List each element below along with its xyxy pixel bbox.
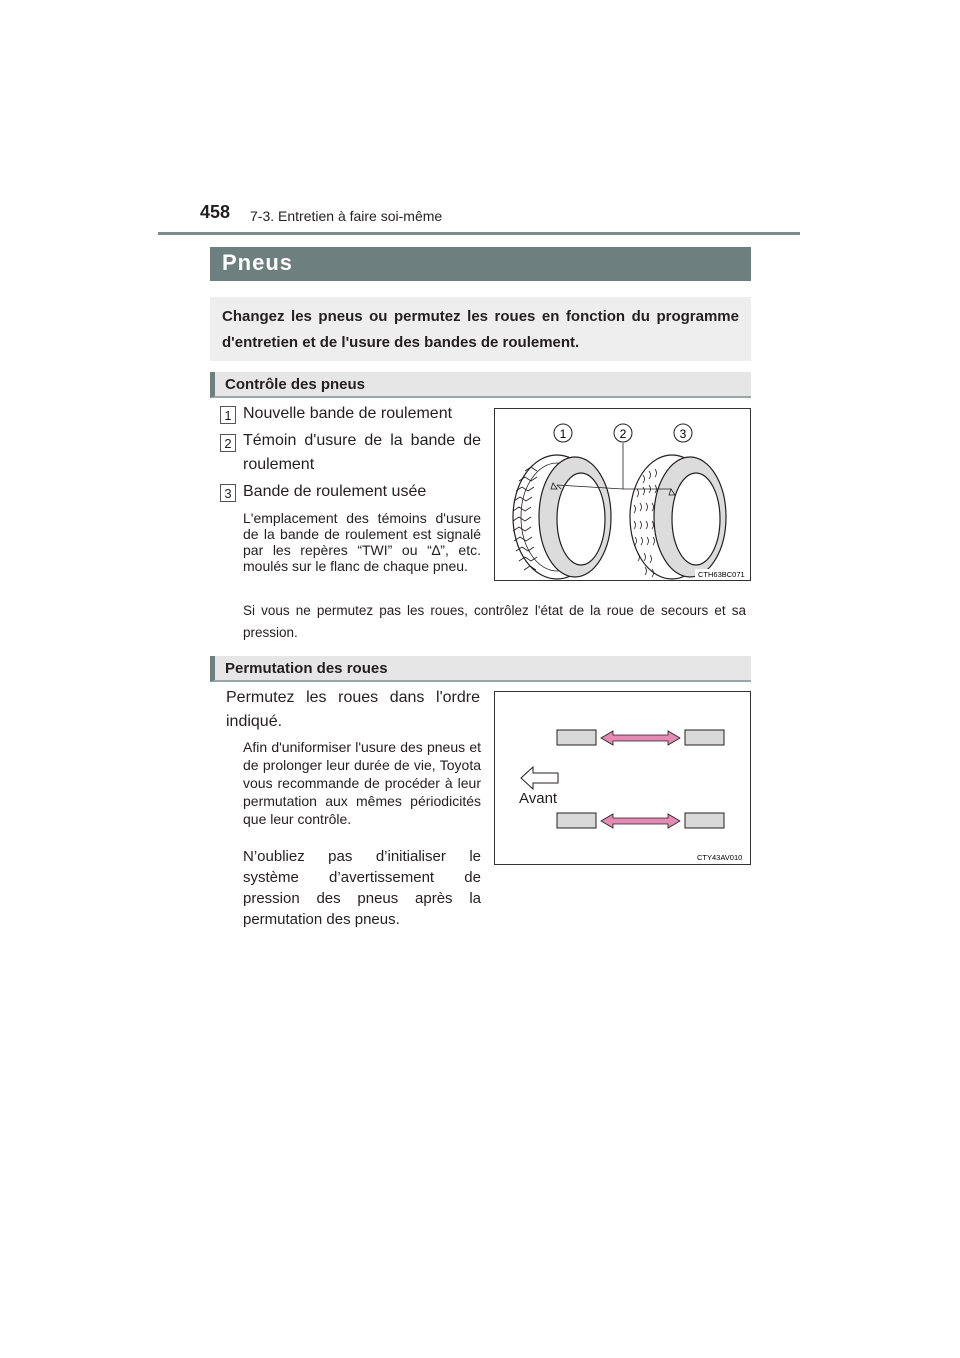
tire-tread-illustration <box>495 409 750 580</box>
rotation-figure <box>494 691 751 865</box>
intro-text: Changez les pneus ou permutez les roues en fonction du programme d'entretien et de l'usure des bandes de roulement. <box>210 297 751 361</box>
new-tire-graphic <box>513 455 611 579</box>
rear-right-wheel <box>685 813 724 828</box>
page-number: 458 <box>200 202 231 222</box>
page-title-bar <box>210 247 751 281</box>
section-heading-tire-check <box>210 372 751 398</box>
rotation-diagram <box>495 692 750 864</box>
rotation-lead: Permutez les roues dans l'ordre indiqué. <box>226 689 480 730</box>
rotation-detail: Afin d'uniformiser l'usure des pneus et de prolonger leur durée de vie, Toyota vous recommande de procéder à leur permutation aux mêmes périodicités que leur contrôle. <box>243 739 481 827</box>
item-text-new-tread: Nouvelle bande de roulement <box>243 405 453 422</box>
item-number-2: 2 <box>220 434 236 452</box>
figure-code-tires: CTH63BC071 <box>698 570 745 579</box>
tpms-reset-note: N’oubliez pas d’initialiser le système d’avertissement de pression des pneus après la permutation des pneus. <box>243 848 481 928</box>
callout-3: 3 <box>679 427 687 441</box>
front-label: Avant <box>519 790 558 807</box>
front-left-wheel <box>557 730 596 745</box>
callout-1: 1 <box>559 427 567 441</box>
item-number-3: 3 <box>220 484 236 502</box>
item-text-wear-indicator: Témoin d'usure de la bande de roulement <box>243 432 481 473</box>
page-title: Pneus <box>222 250 294 275</box>
swap-arrow-front <box>601 731 680 745</box>
figure-code-rotation: CTY43AV010 <box>697 853 743 862</box>
header-rule <box>158 232 800 235</box>
front-right-wheel <box>685 730 724 745</box>
swap-arrow-rear <box>601 814 680 828</box>
callout-2: 2 <box>619 427 627 441</box>
worn-tire-graphic <box>630 455 726 579</box>
section-heading-rotation <box>210 656 751 682</box>
wear-indicator-detail: L'emplacement des témoins d'usure de la bande de roulement est signalé par les repères “TWI” ou “∆”, etc. moulés sur le flanc de chaque pneu. <box>243 510 481 574</box>
item-number-1: 1 <box>220 406 236 424</box>
item-text-worn-tread: Bande de roulement usée <box>243 483 427 500</box>
section-heading-label: Contrôle des pneus <box>225 376 366 393</box>
front-direction-arrow-icon <box>521 767 558 789</box>
section-heading-label: Permutation des roues <box>225 660 388 677</box>
rear-left-wheel <box>557 813 596 828</box>
tire-tread-figure <box>494 408 751 581</box>
chapter-title: 7-3. Entretien à faire soi-même <box>250 208 443 224</box>
spare-tire-note: Si vous ne permutez pas les roues, contrôlez l'état de la roue de secours et sa pression. <box>243 603 746 640</box>
